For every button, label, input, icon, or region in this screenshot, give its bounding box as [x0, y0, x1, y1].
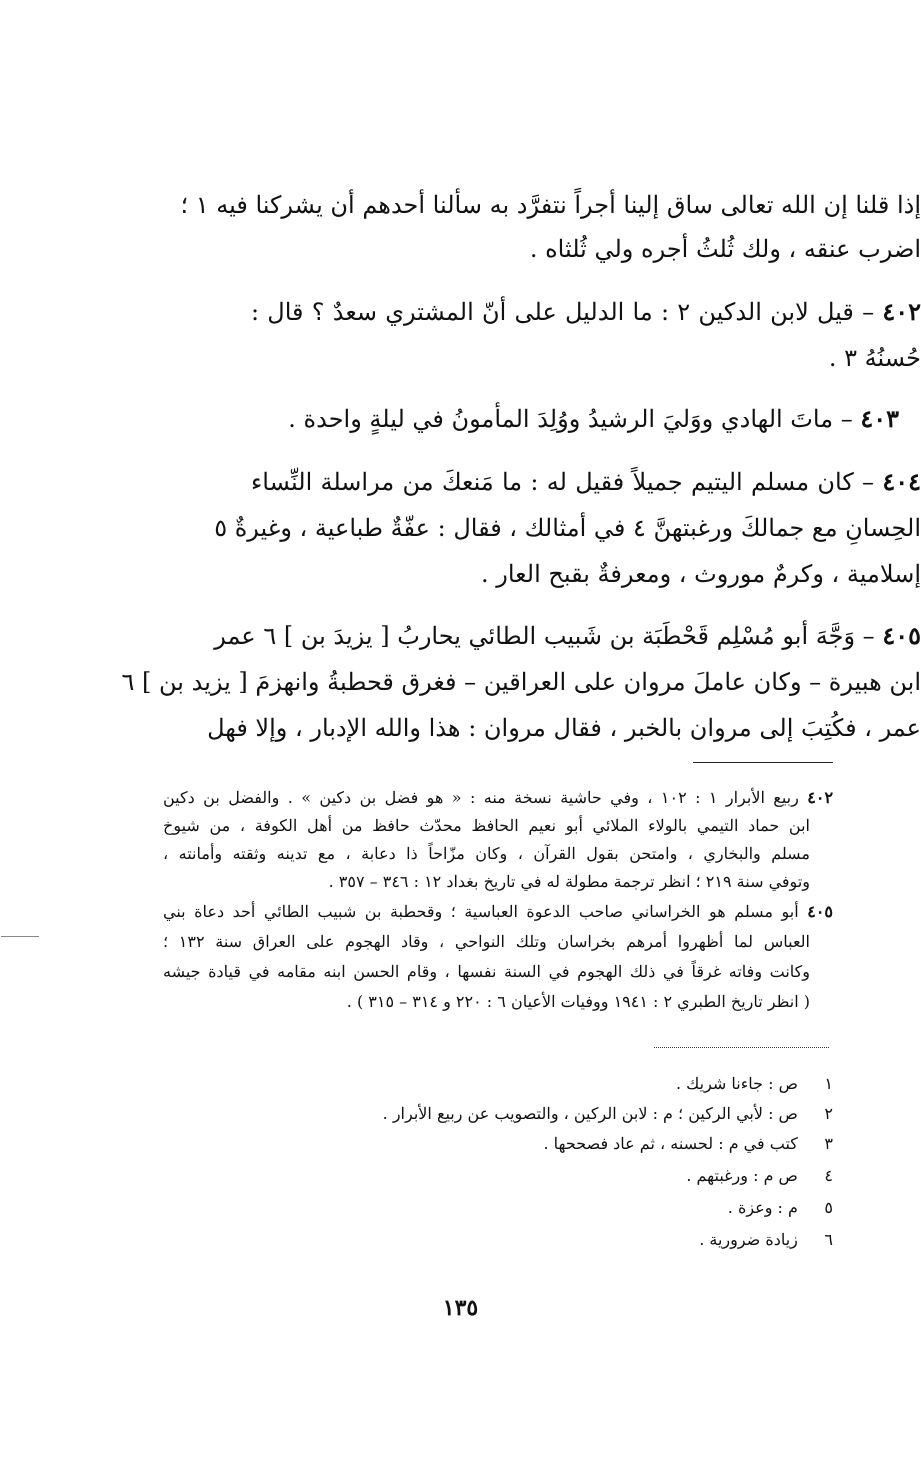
- main-line: اضرب عنقه ، ولك ثُلثُ أجره ولي ثُلثاه .: [529, 235, 921, 263]
- variant-note-text: كتب في م : لحسنه ، ثم عاد فصححها .: [543, 1134, 798, 1153]
- variant-note-number: ٢: [824, 1104, 833, 1123]
- commentary-402: [163, 786, 833, 810]
- entry-405: [214, 620, 921, 652]
- commentary-text: أبو مسلم هو الخراساني صاحب الدعوة العباسية ؛ وقحطبة بن شبيب الطائي أحد دعاة بني: [163, 902, 799, 921]
- main-line: إذا قلنا إن الله تعالى ساق إلينا أجراً نتفرَّد به سألنا أحدهم أن يشركنا فيه ١ ؛: [180, 191, 921, 219]
- dotted-separator: [654, 1047, 829, 1048]
- commentary-line: وتوفي سنة ٢١٩ ؛ انظر ترجمة مطولة له في تاريخ بغداد ١٢ : ٣٤٦ – ٣٥٧ .: [328, 872, 810, 891]
- variant-note: [233, 1196, 833, 1220]
- variant-note-text: م : وعزة .: [727, 1198, 798, 1217]
- footnote-separator: [693, 762, 833, 763]
- variant-note-number: ٣: [824, 1134, 833, 1153]
- commentary-line: وكانت وفاته غرقاً في ذلك الهجوم في السنة نفسها ، وقام الحسن ابنه مقامه في قيادة جيشه: [163, 962, 810, 981]
- commentary-line: العباس لما أظهروا أمرهم بخراسان وتلك النواحي ، وقاد الهجوم على العراق سنة ١٣٢ ؛: [163, 932, 811, 951]
- entry-number: ٤٠٥: [882, 621, 921, 650]
- commentary-text: ربيع الأبرار ١ : ١٠٢ ، وفي حاشية نسخة منه : « هو فضل بن دكين » . والفضل بن دكين: [163, 788, 799, 807]
- entry-403: [251, 403, 899, 435]
- commentary-line: ابن حماد التيمي بالولاء الملائي أبو نعيم الحافظ محدّث حافظ من أهل الكوفة ، من شيوخ: [163, 816, 810, 835]
- commentary-number: ٤٠٥: [807, 902, 833, 921]
- entry-402: [251, 296, 921, 328]
- entry-text: – ماتَ الهادي ووَليَ الرشيدُ ووُلِدَ المأمونُ في ليلةٍ واحدة .: [288, 405, 853, 433]
- variant-note-text: ص : لأبي الركين ؛ م : لابن الركين ، والتصويب عن ربيع الأبرار .: [382, 1104, 798, 1123]
- entry-404: [251, 466, 921, 498]
- variant-note-text: ص : جاءنا شريك .: [675, 1074, 798, 1093]
- variant-note-number: ١: [824, 1074, 833, 1093]
- commentary-line: ( انظر تاريخ الطبري ٢ : ١٩٤١ ووفيات الأعيان ٦ : ٢٢٠ و ٣١٤ – ٣١٥ ) .: [346, 992, 810, 1011]
- variant-note: [233, 1228, 833, 1252]
- variant-note: [233, 1072, 833, 1096]
- variant-note-text: ص م : ورغبتهم .: [686, 1166, 798, 1185]
- main-line: عمر ، فكُتِبَ إلى مروان بالخبر ، فقال مروان : هذا والله الإدبار ، وإلا فهل: [207, 714, 921, 742]
- variant-note-number: ٤: [824, 1166, 833, 1185]
- main-line: حُسنُهُ ٣ .: [828, 344, 921, 372]
- commentary-405: [163, 900, 833, 924]
- main-line: ابن هبيرة – وكان عاملَ مروان على العراقين – فغرق قحطبةُ وانهزمَ [ يزيد بن ] ٦: [121, 668, 921, 696]
- entry-number: ٤٠٣: [860, 404, 899, 433]
- main-line: إسلامية ، وكرمٌ موروث ، ومعرفةٌ بقبح العار .: [481, 560, 921, 588]
- commentary-line: مسلم والبخاري ، وامتحن بقول القرآن ، وكان مزّاحاً ذا دعابة ، مع تدينه وثقته وأمانته ،: [163, 844, 810, 863]
- variant-note: [233, 1102, 833, 1126]
- entry-text: – وَجَّهَ أبو مُسْلِم قَحْطَبَة بن شَبيب الطائي يحاربُ [ يزيدَ بن ] ٦ عمر: [214, 622, 875, 650]
- main-line: الحِسانِ مع جمالكَ ورغبتهنَّ ٤ في أمثالك ، فقال : عفّةٌ طباعية ، وغيرةٌ ٥: [214, 514, 921, 542]
- entry-number: ٤٠٤: [882, 467, 921, 496]
- variant-note: [233, 1132, 833, 1156]
- entry-number: ٤٠٢: [882, 297, 921, 326]
- variant-note-text: زيادة ضرورية .: [699, 1230, 798, 1249]
- variant-note: [233, 1164, 833, 1188]
- entry-text: – قيل لابن الدكين ٢ : ما الدليل على أنّ المشتري سعدٌ ؟ قال :: [251, 298, 875, 326]
- variant-note-number: ٦: [824, 1230, 833, 1249]
- variant-note-number: ٥: [824, 1198, 833, 1217]
- page-number: ١٣٥: [442, 1295, 479, 1321]
- commentary-number: ٤٠٢: [807, 788, 834, 807]
- entry-text: – كان مسلم اليتيم جميلاً فقيل له : ما مَنعكَ من مراسلة النِّساء: [251, 468, 875, 496]
- margin-mark: [1, 936, 39, 937]
